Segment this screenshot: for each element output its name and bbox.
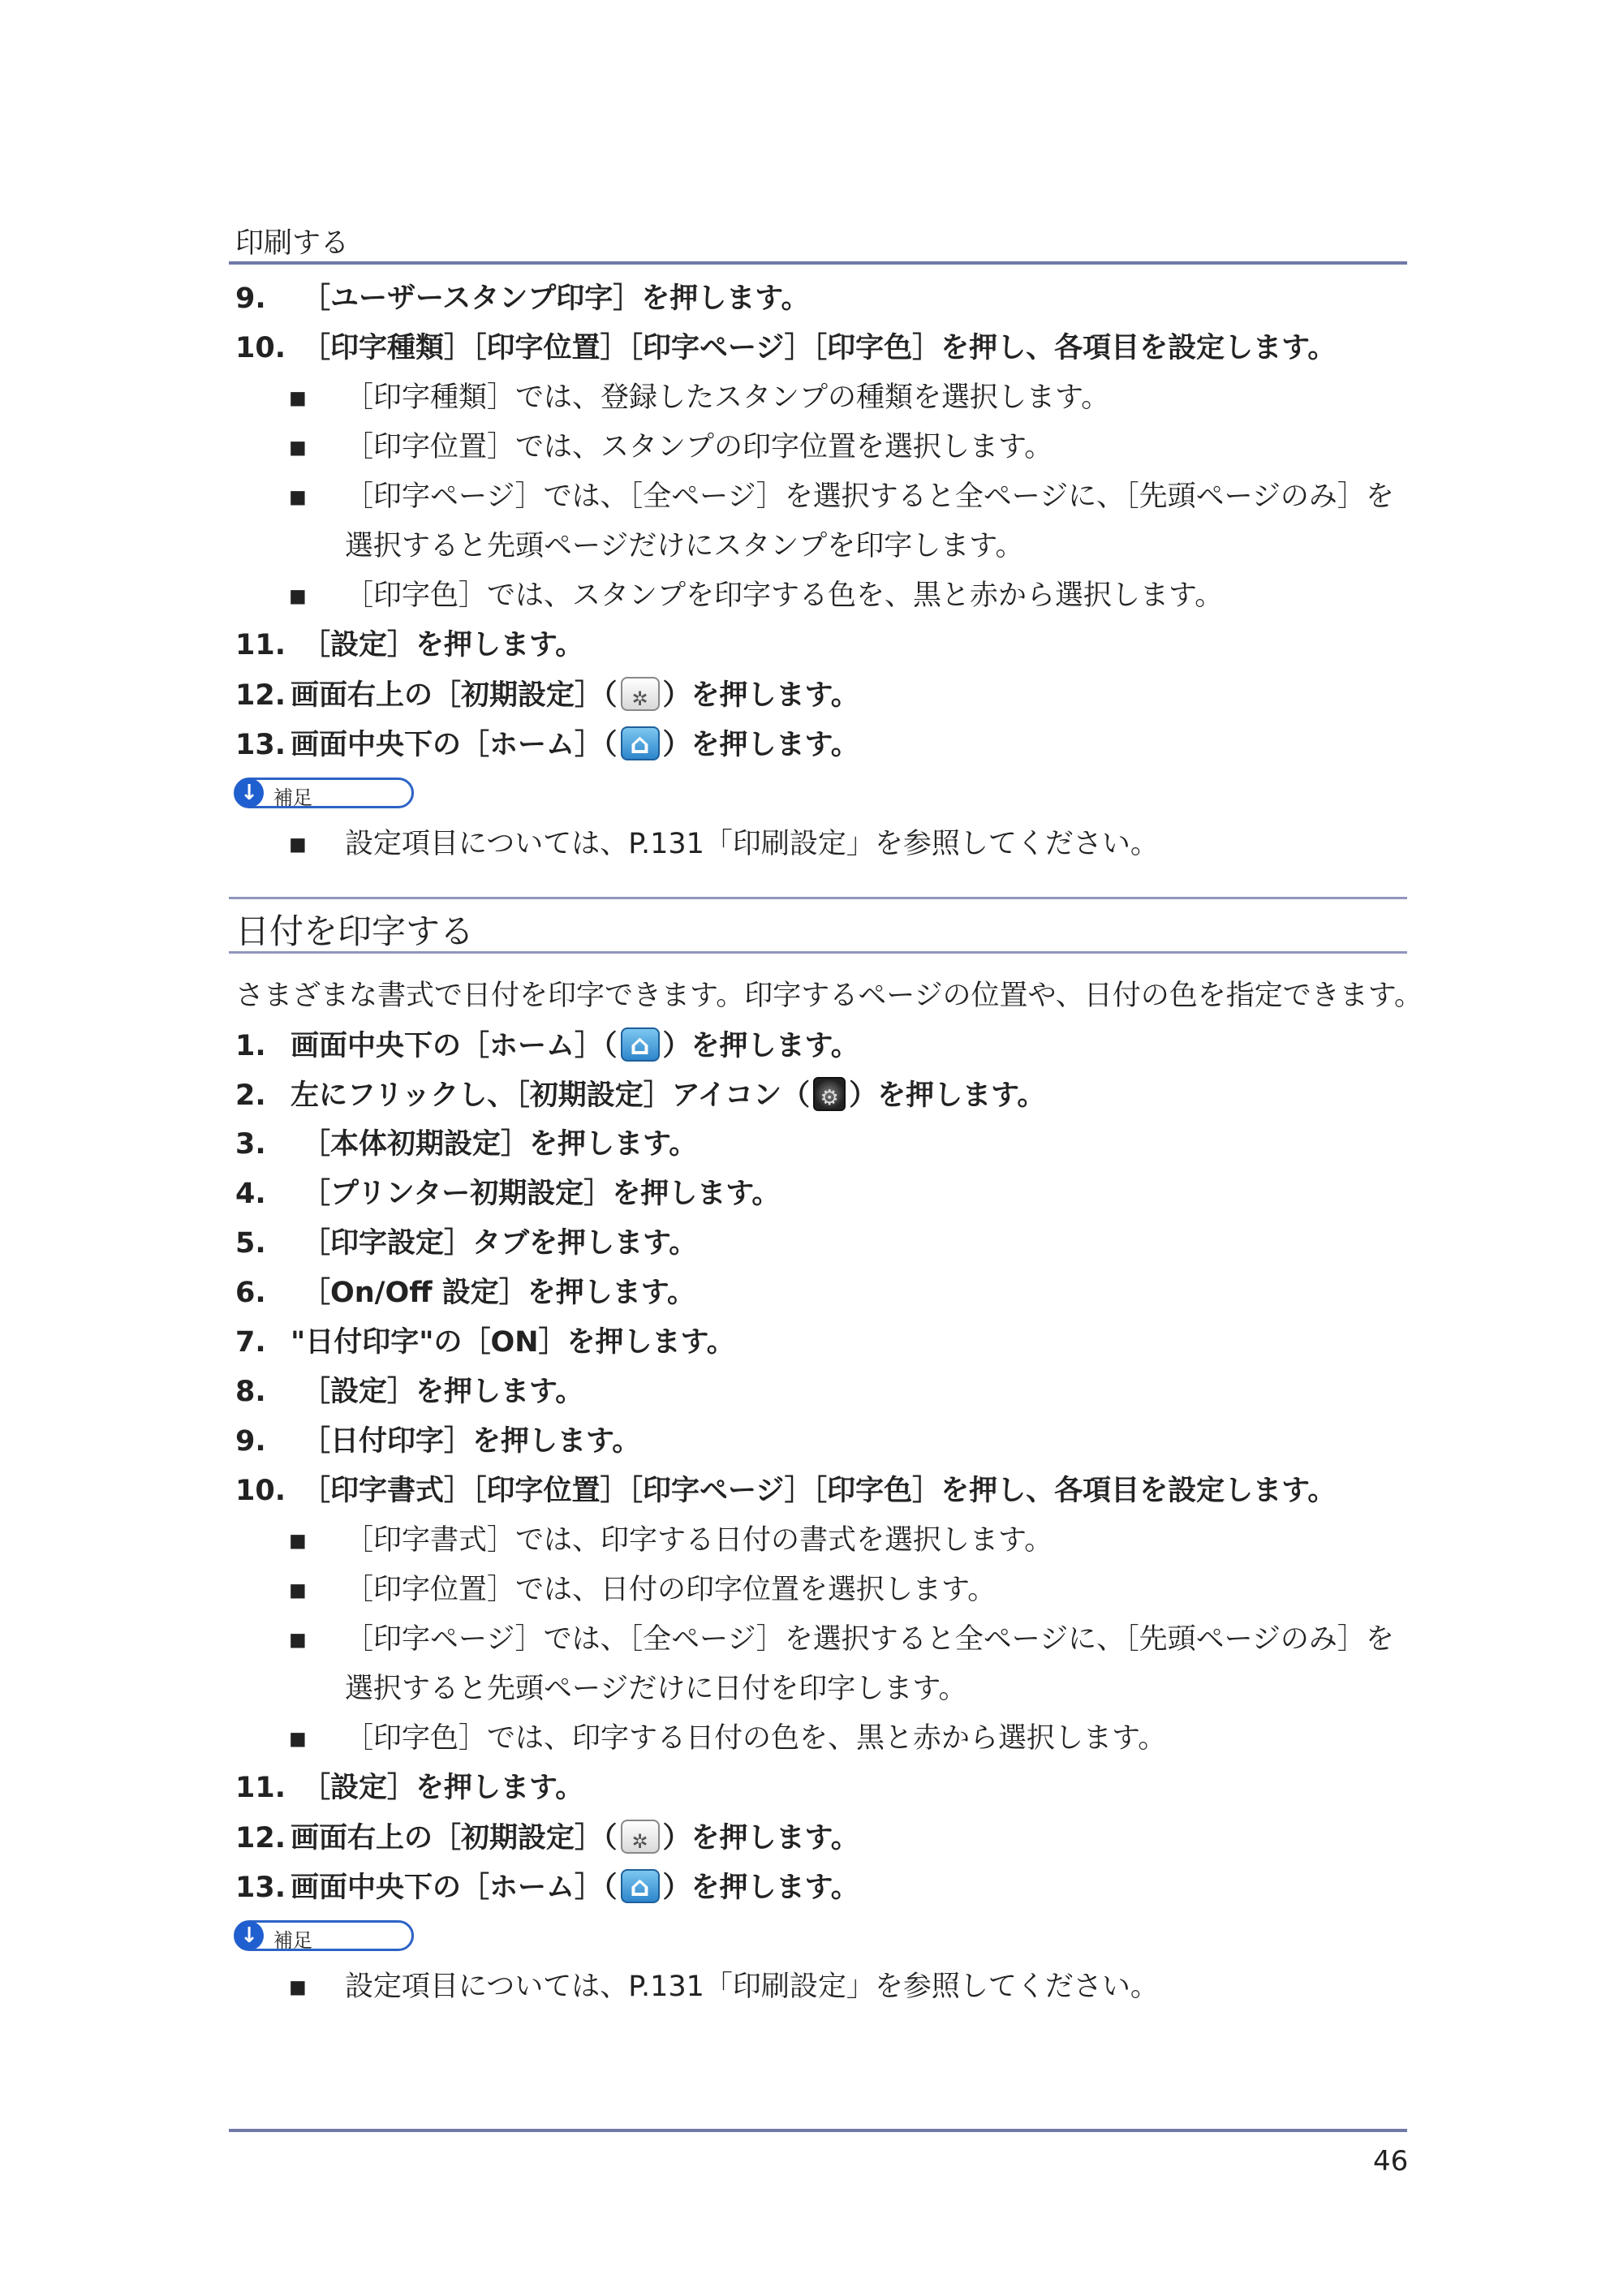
- step-text: ［印字種類］［印字位置］［印字ページ］［印字色］を押し、各項目を設定します。: [302, 332, 1337, 364]
- step-5: [235, 1226, 697, 1261]
- step-2: [235, 1077, 1045, 1114]
- step-text: ［On/Off 設定］を押します。: [302, 1277, 695, 1309]
- step-4: [235, 1176, 780, 1212]
- bullet-item: ［印字ページ］では、［全ページ］を選択すると全ページに、［先頭ページのみ］を: [345, 480, 1394, 513]
- bullet-marker: ▪: [288, 1623, 308, 1656]
- supplement-badge: [234, 1920, 414, 1951]
- step-9-top: [235, 281, 809, 317]
- settings-icon: [813, 1077, 846, 1111]
- step-10: [235, 1473, 1336, 1509]
- running-header: 印刷する: [235, 227, 350, 260]
- step-text: ［設定］を押します。: [302, 629, 584, 661]
- step-9: [235, 1424, 640, 1459]
- arrow-down-icon: ↓: [235, 1921, 264, 1950]
- step-number: 10.: [235, 1475, 286, 1507]
- home-icon: [621, 1027, 660, 1062]
- bullet-continuation: 選択すると先頭ページだけに日付を印字します。: [345, 1673, 967, 1705]
- bullet-marker: ▪: [288, 1524, 308, 1557]
- step-number: 13.: [235, 729, 286, 761]
- bullet-marker: ▪: [288, 1722, 308, 1755]
- supplement-text: 設定項目については、P.131「印刷設定」を参照してください。: [345, 828, 1159, 860]
- page-number: 46: [1373, 2145, 1409, 2178]
- step-13: [235, 1869, 859, 1906]
- step-number: 13.: [235, 1872, 286, 1904]
- bullet-item: ［印字色］では、印字する日付の色を、黒と赤から選択します。: [345, 1722, 1167, 1755]
- section-intro: さまざまな書式で日付を印字できます。印字するページの位置や、日付の色を指定できます。: [235, 980, 1423, 1012]
- step-1: [235, 1027, 859, 1064]
- step-text: ［プリンター初期設定］を押します。: [302, 1178, 781, 1210]
- step-text: 画面右上の［初期設定］（: [291, 679, 618, 712]
- step-number: 11.: [235, 1772, 286, 1804]
- step-11-top: [235, 627, 583, 663]
- step-number: 12.: [235, 679, 286, 712]
- supplement-text: 設定項目については、P.131「印刷設定」を参照してください。: [345, 1971, 1159, 2003]
- header-rule: [229, 261, 1407, 265]
- footer-rule: [229, 2129, 1407, 2132]
- step-text-after: ）を押します。: [662, 1872, 859, 1904]
- step-text: 左にフリックし、［初期設定］アイコン（: [291, 1079, 811, 1112]
- step-number: 12.: [235, 1822, 286, 1854]
- step-text-after: ）を押します。: [662, 1822, 859, 1854]
- step-text: ［印字書式］［印字位置］［印字ページ］［印字色］を押し、各項目を設定します。: [302, 1475, 1337, 1507]
- supplement-label: 補足: [273, 786, 312, 809]
- step-number: 2.: [235, 1079, 266, 1112]
- step-number: 5.: [235, 1227, 266, 1260]
- step-text: ［印字設定］タブを押します。: [302, 1227, 698, 1260]
- step-text-after: ）を押します。: [849, 1079, 1046, 1112]
- step-13-top: [235, 726, 859, 763]
- step-number: 7.: [235, 1326, 266, 1359]
- step-text: ［本体初期設定］を押します。: [302, 1128, 698, 1161]
- bullet-item: ［印字ページ］では、［全ページ］を選択すると全ページに、［先頭ページのみ］を: [345, 1623, 1394, 1656]
- step-text: 画面中央下の［ホーム］（: [291, 1872, 618, 1904]
- home-icon: [621, 1869, 660, 1903]
- step-6: [235, 1275, 695, 1311]
- supplement-label: 補足: [273, 1929, 312, 1952]
- step-number: 4.: [235, 1178, 266, 1210]
- step-text: 画面中央下の［ホーム］（: [291, 1030, 618, 1062]
- bullet-marker: ▪: [288, 579, 308, 612]
- step-number: 9.: [235, 1425, 266, 1458]
- gear-icon: [621, 1820, 660, 1854]
- bullet-marker: ▪: [288, 431, 308, 463]
- step-number: 3.: [235, 1128, 266, 1161]
- bullet-marker: ▪: [288, 828, 308, 860]
- step-10-top: [235, 330, 1336, 366]
- step-text: ［ユーザースタンプ印字］を押します。: [302, 282, 810, 315]
- arrow-down-icon: ↓: [235, 778, 264, 808]
- step-text-after: ）を押します。: [662, 729, 859, 761]
- bullet-item: ［印字色］では、スタンプを印字する色を、黒と赤から選択します。: [345, 579, 1224, 612]
- bullet-item: ［印字書式］では、印字する日付の書式を選択します。: [345, 1524, 1053, 1557]
- step-text: 画面中央下の［ホーム］（: [291, 729, 618, 761]
- bullet-continuation: 選択すると先頭ページだけにスタンプを印字します。: [345, 530, 1024, 562]
- bullet-marker: ▪: [288, 480, 308, 513]
- bullet-item: ［印字位置］では、スタンプの印字位置を選択します。: [345, 431, 1053, 463]
- bullet-marker: ▪: [288, 1971, 308, 2003]
- section-title: 日付を印字する: [235, 911, 475, 951]
- bullet-item: ［印字位置］では、日付の印字位置を選択します。: [345, 1574, 997, 1606]
- step-text: ［設定］を押します。: [302, 1772, 584, 1804]
- step-3: [235, 1126, 697, 1162]
- step-number: 10.: [235, 332, 286, 364]
- step-number: 9.: [235, 282, 266, 315]
- step-7: [235, 1325, 735, 1360]
- section-rule-bottom: [229, 951, 1407, 954]
- bullet-marker: ▪: [288, 1574, 308, 1606]
- step-number: 8.: [235, 1376, 266, 1408]
- step-12: [235, 1820, 859, 1856]
- bullet-marker: ▪: [288, 381, 308, 414]
- step-text: "日付印字"の［ON］を押します。: [291, 1326, 735, 1359]
- section-rule-top: [229, 897, 1407, 899]
- step-number: 11.: [235, 629, 286, 661]
- step-8: [235, 1374, 583, 1410]
- home-icon: [621, 726, 660, 760]
- step-text: ［日付印字］を押します。: [302, 1425, 641, 1458]
- step-text-after: ）を押します。: [662, 1030, 859, 1062]
- step-text: ［設定］を押します。: [302, 1376, 584, 1408]
- bullet-item: ［印字種類］では、登録したスタンプの種類を選択します。: [345, 381, 1110, 414]
- step-12-top: [235, 677, 859, 713]
- step-number: 6.: [235, 1277, 266, 1309]
- step-text: 画面右上の［初期設定］（: [291, 1822, 618, 1854]
- step-11: [235, 1770, 583, 1806]
- supplement-badge: [234, 778, 414, 808]
- gear-icon: [621, 677, 660, 711]
- step-text-after: ）を押します。: [662, 679, 859, 712]
- step-number: 1.: [235, 1030, 266, 1062]
